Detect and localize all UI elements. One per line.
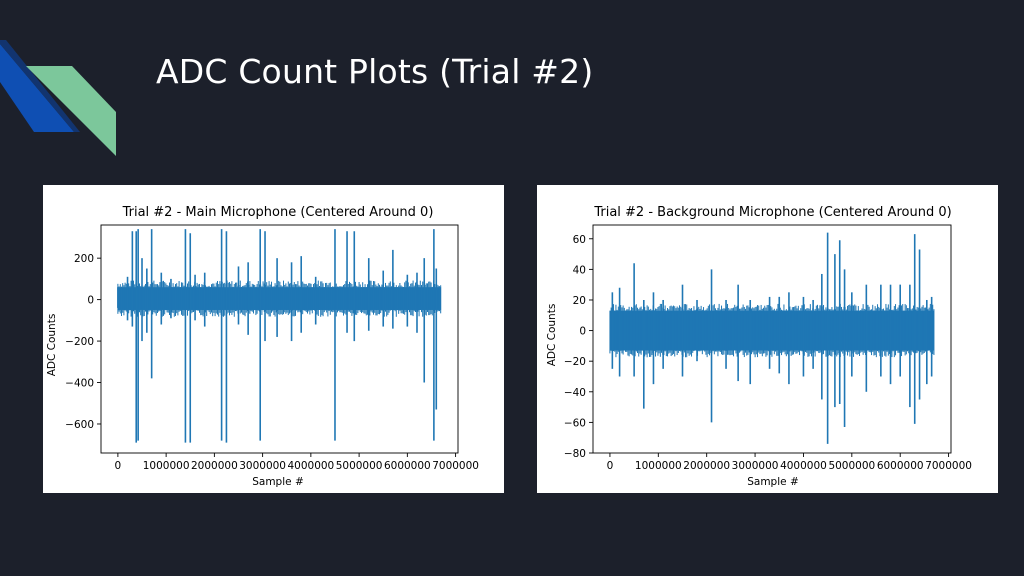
x-tick-label: 5000000	[335, 460, 383, 472]
y-tick-label: −20	[563, 356, 586, 369]
plot-area-main	[65, 225, 479, 472]
x-tick-label: 7000000	[432, 460, 479, 472]
x-axis-label: Sample #	[252, 476, 304, 488]
y-tick-label: 40	[572, 264, 586, 277]
y-tick-label: −600	[65, 418, 94, 431]
x-tick-label: 2000000	[683, 460, 731, 472]
x-tick-label: 5000000	[828, 460, 876, 472]
x-tick-label: 4000000	[287, 460, 335, 472]
chart-panel-main	[43, 185, 504, 493]
y-tick-label: −40	[563, 386, 586, 399]
x-tick-label: 6000000	[876, 460, 924, 472]
x-tick-label: 1000000	[142, 460, 190, 472]
y-tick-label: −200	[65, 336, 94, 349]
x-tick-label: 3000000	[239, 460, 286, 472]
x-tick-label: 0	[114, 460, 122, 472]
chart-background	[537, 185, 998, 493]
chart-panel-background	[537, 185, 998, 493]
y-tick-label: −60	[563, 417, 586, 430]
chart-title: Trial #2 - Background Microphone (Centered Around 0)	[594, 205, 952, 220]
chart-main	[43, 185, 504, 493]
y-tick-label: 0	[87, 294, 94, 307]
y-tick-label: 0	[579, 325, 586, 338]
plot-area-background	[564, 225, 972, 472]
x-tick-label: 1000000	[634, 460, 682, 472]
x-tick-label: 6000000	[383, 460, 431, 472]
slide-title: ADC Count Plots (Trial #2)	[156, 52, 594, 91]
chart-title: Trial #2 - Main Microphone (Centered Around 0)	[122, 205, 434, 220]
y-tick-label: 200	[73, 253, 94, 266]
y-tick-label: −80	[563, 448, 586, 460]
y-tick-label: 20	[572, 294, 586, 307]
x-tick-label: 3000000	[731, 460, 779, 472]
logo-decoration	[0, 40, 120, 160]
y-axis-label: ADC Counts	[546, 303, 558, 367]
x-tick-label: 0	[606, 460, 614, 472]
y-tick-label: 60	[572, 233, 586, 246]
plot-frame	[101, 225, 458, 453]
x-axis-label: Sample #	[747, 476, 799, 488]
x-tick-label: 7000000	[925, 460, 972, 472]
x-tick-label: 2000000	[190, 460, 238, 472]
y-axis-label: ADC Counts	[46, 313, 58, 377]
x-tick-label: 4000000	[780, 460, 827, 472]
y-tick-label: −400	[65, 377, 94, 390]
